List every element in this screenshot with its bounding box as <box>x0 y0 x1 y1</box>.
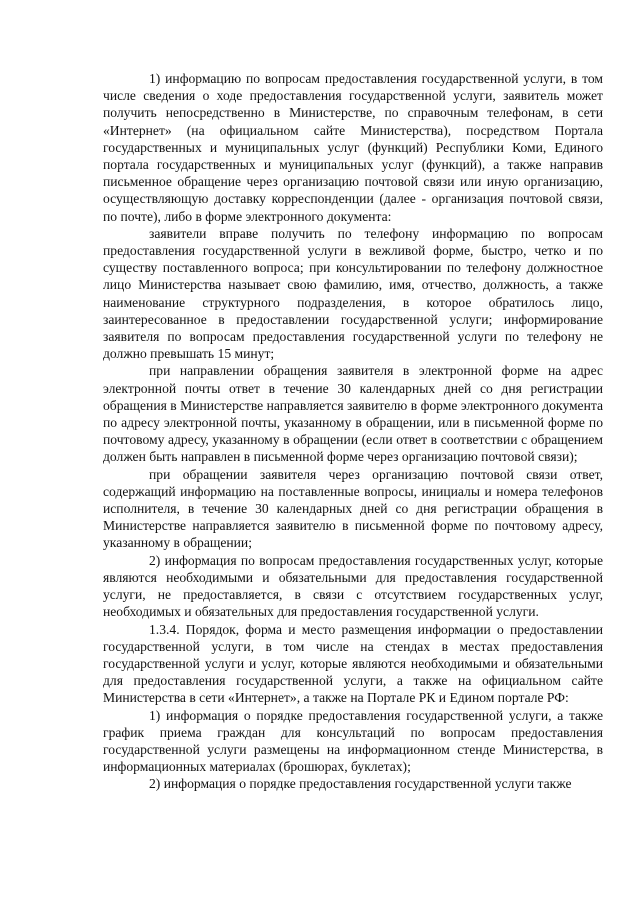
paragraph-info-stand: 1) информация о порядке предоставления государственной услуги, а также график приема граждан для консультаций по вопросам предоставления государственной услуги размещены на информационном стенде Министерства, в информационных материалах (брошюрах, буклетах); <box>103 707 603 775</box>
paragraph-continuation: 2) информация о порядке предоставления государственной услуги также <box>149 776 572 792</box>
paragraph-postal-request: при обращении заявителя через организацию почтовой связи ответ, содержащий информацию на поставленные вопросы, инициалы и номера телефонов исполнителя, в течение 30 календарных дней со дня регистрации обращения в Министерстве направляется заявителю в письменной форме по почтовому адресу, указанному в обращении; <box>103 466 603 551</box>
paragraph-related-services: 2) информация по вопросам предоставления государственных услуг, которые являются необходимыми и обязательными для предоставления государственной услуги, не предоставляется, в связи с отсутствием государственных услуг, необходимых и обязательных для предоставления государственной услуги. <box>103 552 603 620</box>
document-body <box>103 70 603 793</box>
paragraph-phone-consultation: заявители вправе получить по телефону информацию по вопросам предоставления государственной услуги в вежливой форме, быстро, четко и по существу поставленного вопроса; при консультировании по телефону должностное лицо Министерства называет свою фамилию, имя, отчество, должность, а также наименование структурного подразделения, в которое обратилось лицо, заинтересованное в предоставлении государственной услуги; информирование заявителя по вопросам предоставления государственной услуги по телефону не должно превышать 15 минут; <box>103 225 603 362</box>
paragraph-electronic-request: при направлении обращения заявителя в электронной форме на адрес электронной почты ответ в течение 30 календарных дней со дня регистрации обращения в Министерстве направляется заявителю в форме электронного документа по адресу электронной почты, указанному в обращении, или в письменной форме по почтовому адресу, указанному в обращении (если ответ в соответствии с обращением должен быть направлен в письменной форме через организацию почтовой связи); <box>103 363 603 465</box>
paragraph-section-1-3-4: 1.3.4. Порядок, форма и место размещения информации о предоставлении государственной услуги, в том числе на стендах в местах предоставления государственной услуги и услуг, которые являются необходимыми и обязательными для предоставления государственной услуги, а также на официальном сайте Министерства в сети «Интернет», а также на Портале РК и Едином портале РФ: <box>103 621 603 706</box>
paragraph-info-channels: 1) информацию по вопросам предоставления государственной услуги, в том числе сведения о ходе предоставления государственной услуги, заявитель может получить непосредственно в Министерстве, по справочным телефонам, в сети «Интернет» (на официальном сайте Министерства), посредством Портала государственных и муниципальных услуг (функций) Республики Коми, Единого портала государственных и муниципальных услуг (функций), а также направив письменное обращение через организацию почтовой связи или иную организацию, осуществляющую доставку корреспонденции (далее - организация почтовой связи, по почте), либо в форме электронного документа: <box>103 71 603 224</box>
